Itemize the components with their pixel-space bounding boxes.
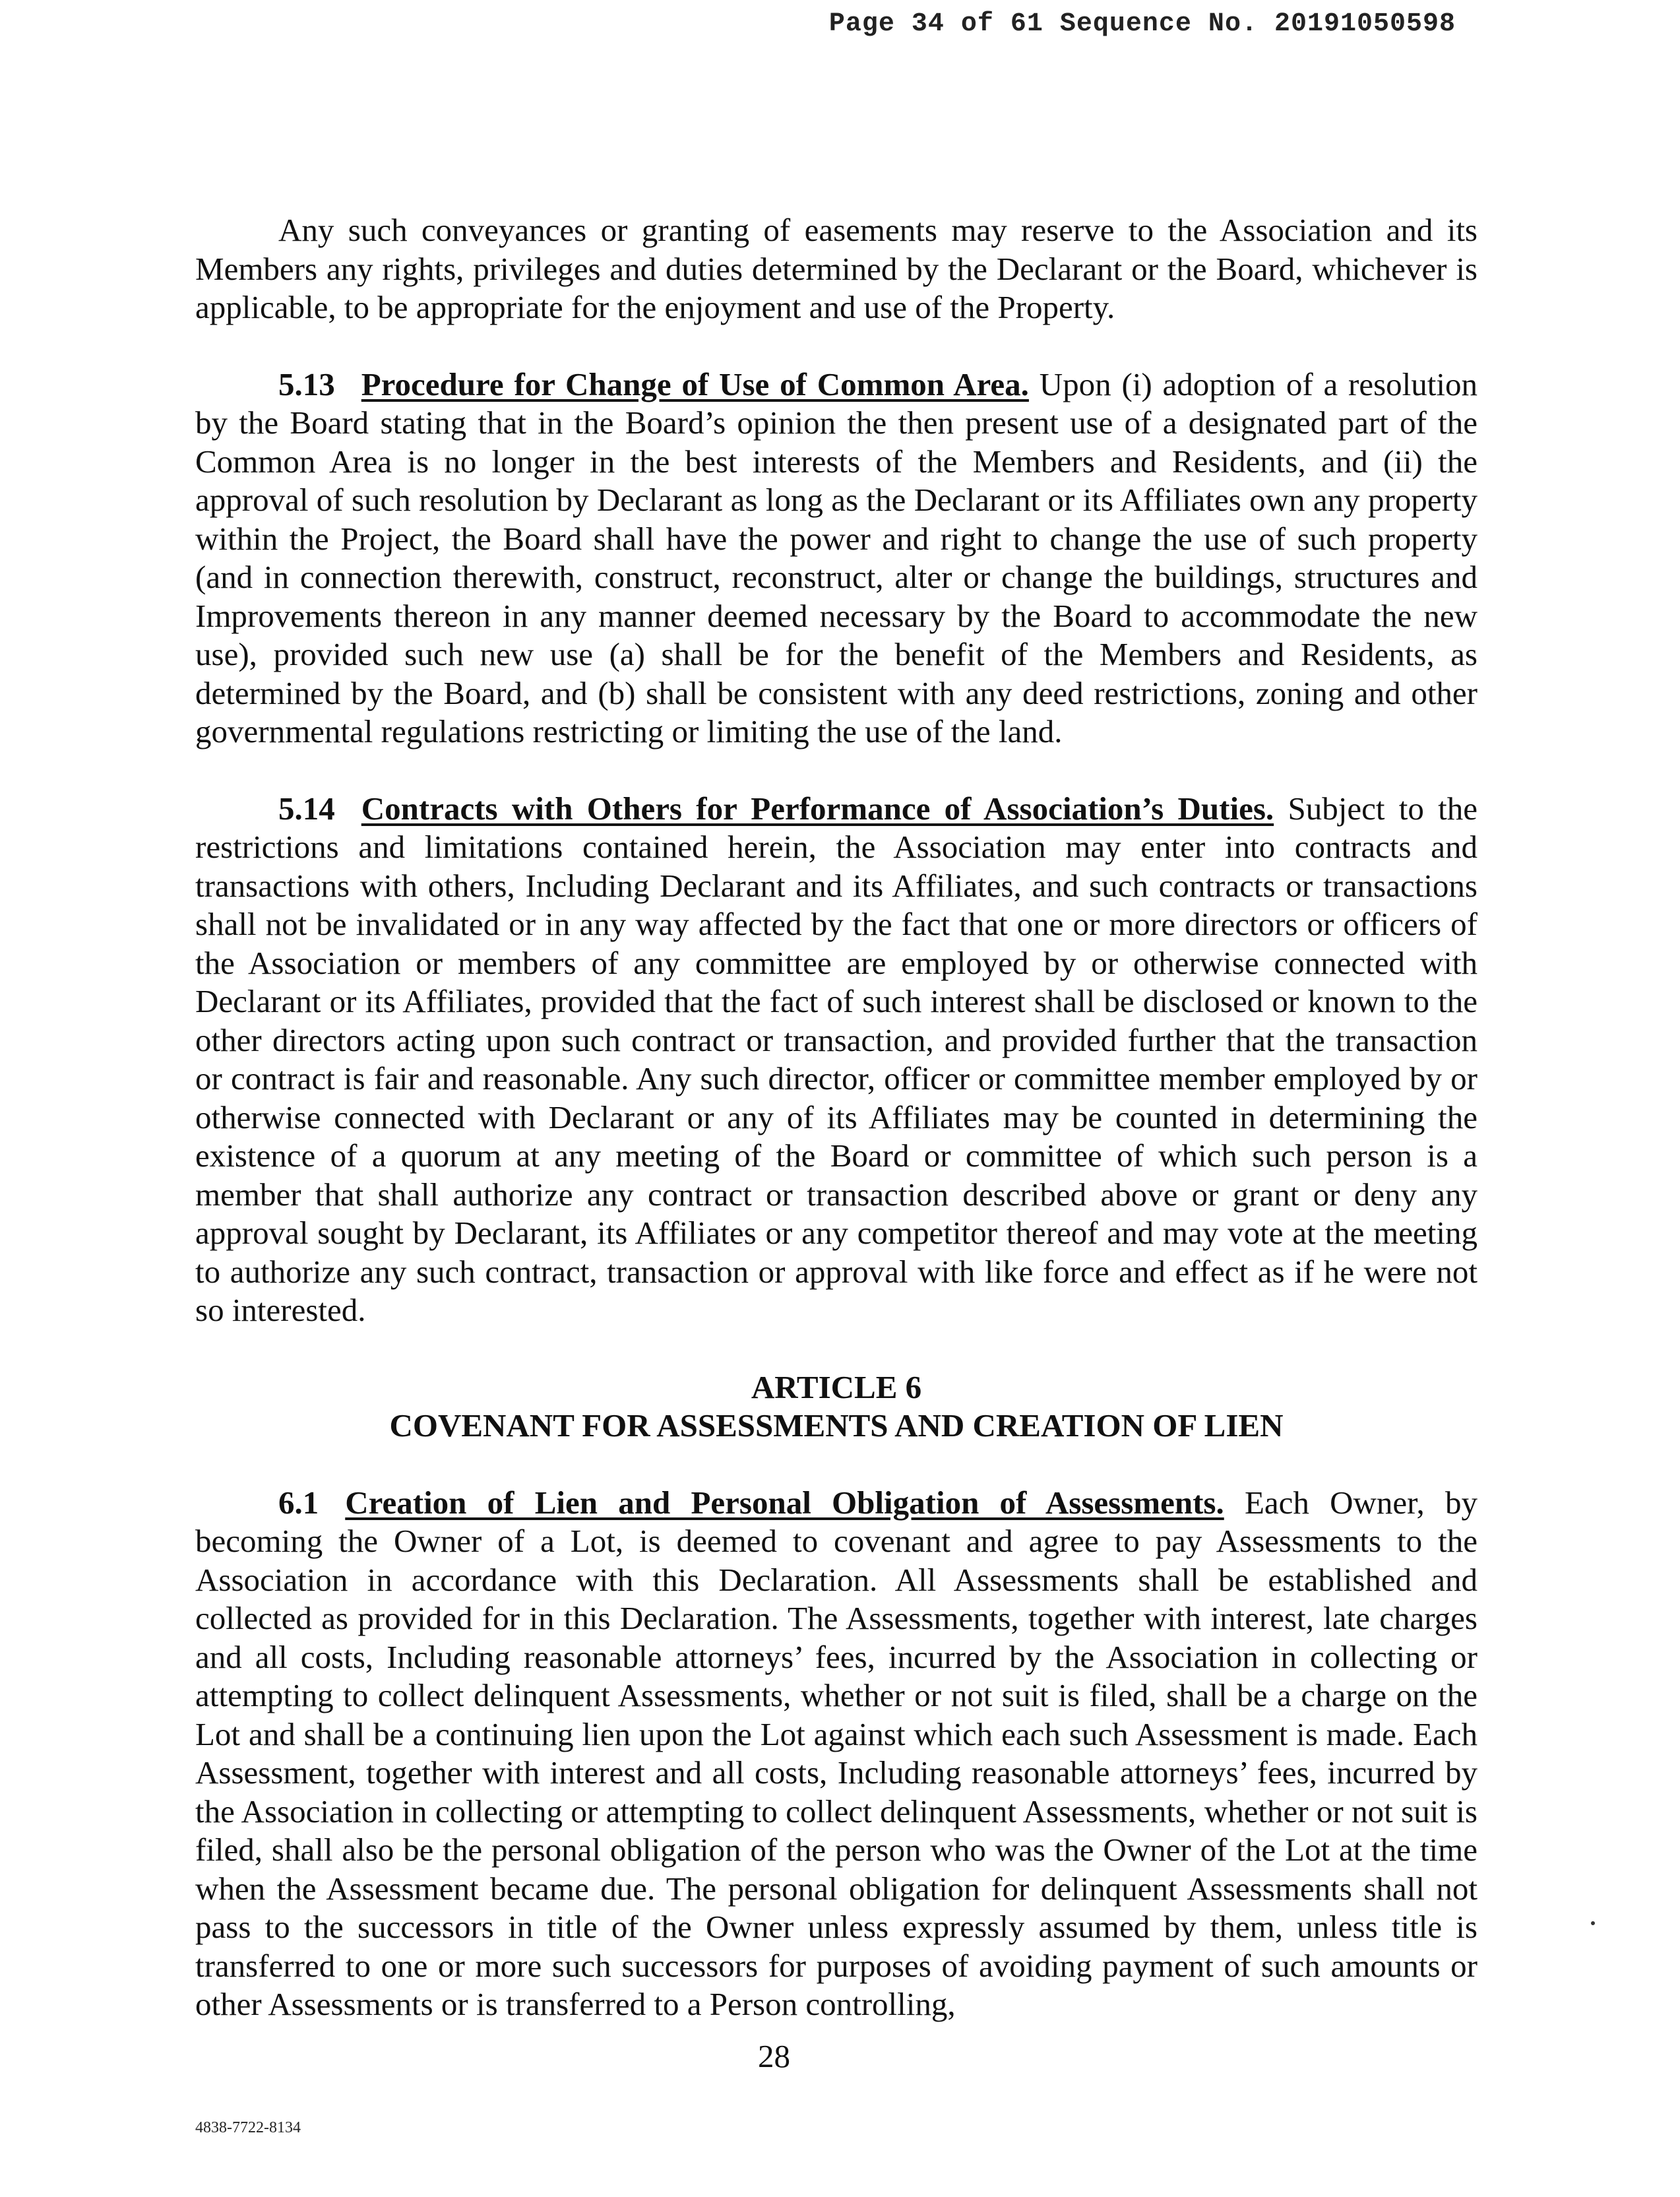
section-6-1-title: Creation of Lien and Personal Obligation of Assessments. [345, 1484, 1224, 1521]
section-5-14-text: Subject to the restrictions and limitations contained herein, the Association may enter into contracts and transactions with others, Including Declarant and its Affiliates, and such contracts or transactions shall not be invalidated or in any way affected by the fact that one or more directors or officers of the Association or members of any committee are employed by or otherwise connected with Declarant or its Affiliates, provided that the fact of such interest shall be disclosed or known to the other directors acting upon such contract or transaction, and provided further that the transaction or contract is fair and reasonable. Any such director, officer or committee member employed by or otherwise connected with Declarant or any of its Affiliates may be counted in determining the existence of a quorum at any meeting of the Board or committee of which such person is a member that shall authorize any contract or transaction described above or grant or deny any approval sought by Declarant, its Affiliates or any competitor thereof and may vote at the meeting to authorize any such contract, transaction or approval with like force and effect as if he were not so interested. [195, 790, 1478, 1328]
document-id: 4838-7722-8134 [195, 2119, 301, 2136]
section-5-13-text: Upon (i) adoption of a resolution by the Board stating that in the Board’s opinion the then present use of a designated part of the Common Area is no longer in the best interests of the Members and Residents, and (ii) the approval of such resolution by Declarant as long as the Declarant or its Affiliates own any property within the Project, the Board shall have the power and right to change the use of such property (and in connection therewith, construct, reconstruct, alter or change the buildings, structures and Improvements thereon in any manner deemed necessary by the Board to accommodate the new use), provided such new use (a) shall be for the benefit of the Members and Residents, as determined by the Board, and (b) shall be consistent with any deed restrictions, zoning and other governmental regulations restricting or limiting the use of the land. [195, 366, 1478, 749]
intro-paragraph: Any such conveyances or granting of easements may reserve to the Association and its Members any rights, privileges and duties determined by the Declarant or the Board, whichever is applicable, to be appropriate for the enjoyment and use of the Property. [195, 212, 1478, 325]
section-5-14-title: Contracts with Others for Performance of Association’s Duties. [361, 790, 1274, 827]
section-6-1-number: 6.1 [278, 1484, 319, 1521]
article-6-heading [195, 1368, 1478, 1446]
section-5-14-number: 5.14 [278, 790, 335, 827]
section-6-1 [195, 1484, 1478, 2024]
section-6-1-text: Each Owner, by becoming the Owner of a Lot, is deemed to covenant and agree to pay Assessments to the Association in accordance with this Declaration. All Assessments shall be established and collected as provided for in this Declaration. The Assessments, together with interest, late charges and all costs, Including reasonable attorneys’ fees, incurred by the Association in collecting or attempting to collect delinquent Assessments, whether or not suit is filed, shall be a charge on the Lot and shall be a continuing lien upon the Lot against which each such Assessment is made. Each Assessment, together with interest and all costs, Including reasonable attorneys’ fees, incurred by the Association in collecting or attempting to collect delinquent Assessments, whether or not suit is filed, shall also be the personal obligation of the person who was the Owner of the Lot at the time when the Assessment became due. The personal obligation for delinquent Assessments shall not pass to the successors in title of the Owner unless expressly assumed by them, unless title is transferred to one or more such successors for purposes of avoiding payment of such amounts or other Assessments or is transferred to a Person controlling, [195, 1484, 1478, 2022]
article-title: COVENANT FOR ASSESSMENTS AND CREATION OF LIEN [389, 1407, 1284, 1444]
page-sequence-stamp: Page 34 of 61 Sequence No. 20191050598 [828, 9, 1456, 39]
section-5-13-number: 5.13 [278, 366, 335, 402]
scan-speck [1591, 1921, 1595, 1925]
article-number: ARTICLE 6 [751, 1368, 922, 1405]
section-5-14 [195, 790, 1478, 1330]
section-5-13 [195, 366, 1478, 751]
section-5-13-title: Procedure for Change of Use of Common Area. [361, 366, 1029, 402]
document-body [195, 211, 1478, 2062]
page-number: 28 [758, 2038, 790, 2074]
